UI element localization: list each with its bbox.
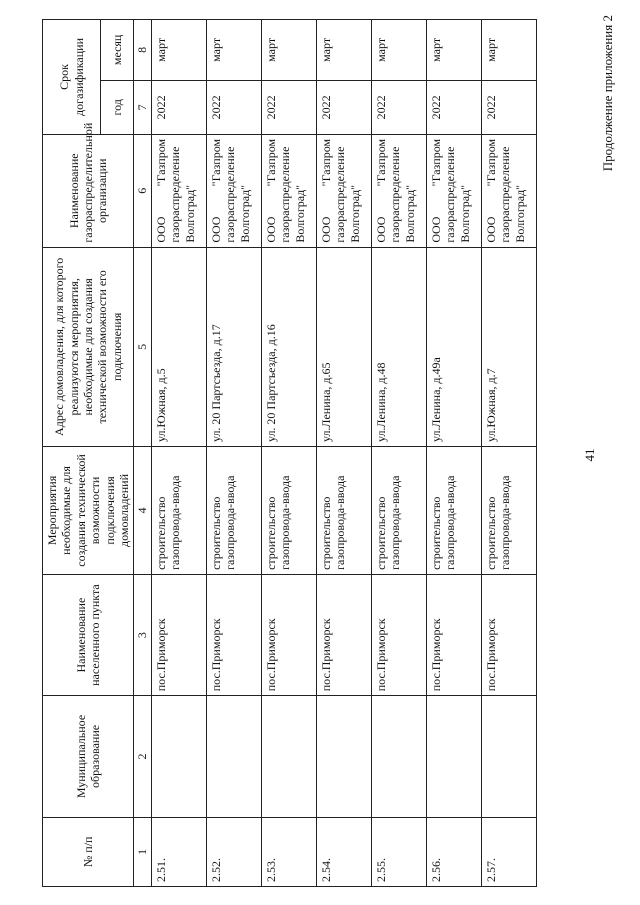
row-municipality (151, 696, 206, 817)
row-activity: строительство газопровода-ввода (206, 447, 261, 575)
row-municipality (426, 696, 481, 817)
row-num: 2.57. (481, 817, 536, 886)
row-municipality (481, 696, 536, 817)
row-organization: ООО "Газпром газораспределение Волгоград" (481, 134, 536, 247)
row-month: март (481, 20, 536, 81)
column-number: 5 (134, 247, 151, 446)
header-address: Адрес домовладения, для которого реализуются мероприятия, необходимые для создания технической возможности его подключения (43, 247, 134, 446)
gasification-table (42, 19, 537, 887)
row-address: ул.Ленина, д.49а (426, 247, 481, 446)
row-num: 2.51. (151, 817, 206, 886)
column-number: 2 (134, 696, 151, 817)
row-municipality (261, 696, 316, 817)
header-settlement: Наименование населенного пункта (43, 574, 134, 695)
row-month: март (151, 20, 206, 81)
row-activity: строительство газопровода-ввода (151, 447, 206, 575)
row-month: март (426, 20, 481, 81)
header-organization: Наименование газораспределительной организации (43, 134, 134, 247)
column-number: 8 (134, 20, 151, 81)
page-number: 41 (582, 448, 597, 462)
row-municipality (371, 696, 426, 817)
row-address: ул.Южная, д.7 (481, 247, 536, 446)
row-year: 2022 (426, 80, 481, 134)
row-activity: строительство газопровода-ввода (261, 447, 316, 575)
row-num: 2.55. (371, 817, 426, 886)
row-settlement: пос.Приморск (371, 574, 426, 695)
table-row (206, 20, 261, 887)
table-row (481, 20, 536, 887)
row-num: 2.56. (426, 817, 481, 886)
header-activities: Мероприятия необходимые для создания технической возможности подключения домовладений (43, 447, 134, 575)
row-address: ул.Ленина, д.48 (371, 247, 426, 446)
row-settlement: пос.Приморск (316, 574, 371, 695)
row-year: 2022 (261, 80, 316, 134)
row-activity: строительство газопровода-ввода (316, 447, 371, 575)
row-organization: ООО "Газпром газораспределение Волгоград" (316, 134, 371, 247)
header-deadline: Срок догазификации (43, 20, 101, 135)
row-address: ул. 20 Партсъезда, д.17 (206, 247, 261, 446)
row-month: март (206, 20, 261, 81)
row-settlement: пос.Приморск (261, 574, 316, 695)
row-activity: строительство газопровода-ввода (426, 447, 481, 575)
header-month: месяц (101, 20, 134, 81)
table-row (426, 20, 481, 887)
row-settlement: пос.Приморск (151, 574, 206, 695)
column-number: 4 (134, 447, 151, 575)
row-year: 2022 (206, 80, 261, 134)
header-row (43, 20, 101, 887)
row-address: ул.Ленина, д.65 (316, 247, 371, 446)
row-year: 2022 (316, 80, 371, 134)
row-num: 2.53. (261, 817, 316, 886)
row-organization: ООО "Газпром газораспределение Волгоград" (151, 134, 206, 247)
row-year: 2022 (371, 80, 426, 134)
row-municipality (206, 696, 261, 817)
row-organization: ООО "Газпром газораспределение Волгоград" (206, 134, 261, 247)
table-row (371, 20, 426, 887)
column-number: 3 (134, 574, 151, 695)
row-address: ул. 20 Партсъезда, д.16 (261, 247, 316, 446)
table-row (151, 20, 206, 887)
row-activity: строительство газопровода-ввода (481, 447, 536, 575)
table-row (261, 20, 316, 887)
row-organization: ООО "Газпром газораспределение Волгоград" (371, 134, 426, 247)
column-number: 1 (134, 817, 151, 886)
row-settlement: пос.Приморск (481, 574, 536, 695)
row-year: 2022 (481, 80, 536, 134)
row-settlement: пос.Приморск (426, 574, 481, 695)
row-settlement: пос.Приморск (206, 574, 261, 695)
row-municipality (316, 696, 371, 817)
row-month: март (316, 20, 371, 81)
column-number-row (134, 20, 151, 887)
column-number: 6 (134, 134, 151, 247)
row-num: 2.54. (316, 817, 371, 886)
row-organization: ООО "Газпром газораспределение Волгоград" (261, 134, 316, 247)
row-organization: ООО "Газпром газораспределение Волгоград" (426, 134, 481, 247)
row-activity: строительство газопровода-ввода (371, 447, 426, 575)
row-month: март (261, 20, 316, 81)
row-month: март (371, 20, 426, 81)
row-num: 2.52. (206, 817, 261, 886)
header-municipality: Муниципальное образование (43, 696, 134, 817)
header-num: № п/п (43, 817, 134, 886)
table-row (316, 20, 371, 887)
row-year: 2022 (151, 80, 206, 134)
continuation-heading: Продолжение приложения 2 (600, 15, 615, 172)
column-number: 7 (134, 80, 151, 134)
header-year: год (101, 80, 134, 134)
row-address: ул.Южная, д.5 (151, 247, 206, 446)
